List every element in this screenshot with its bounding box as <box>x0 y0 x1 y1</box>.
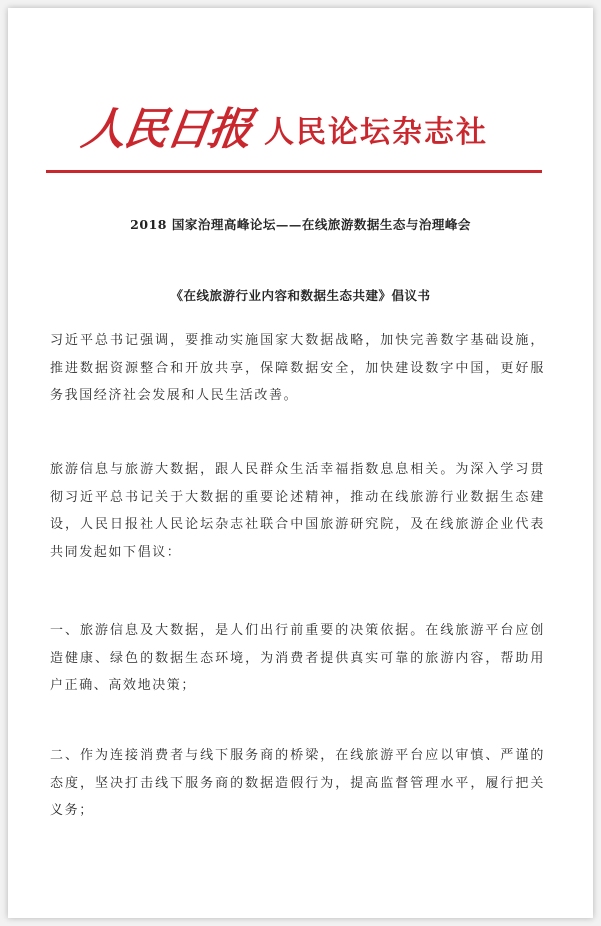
masthead <box>78 88 522 155</box>
document-subtitle: 《在线旅游行业内容和数据生态共建》倡议书 <box>170 288 431 303</box>
paragraph-3: 一、旅游信息及大数据，是人们出行前重要的决策依据。在线旅游平台应创造健康、绿色的数据生态环境，为消费者提供真实可靠的旅游内容，帮助用户正确、高效地决策； <box>50 623 545 693</box>
header-rule <box>46 170 542 173</box>
document-title: 2018 国家治理高峰论坛——在线旅游数据生态与治理峰会 <box>130 217 471 232</box>
newspaper-logo: 人民日报 <box>78 104 254 155</box>
paragraph-1: 习近平总书记强调，要推动实施国家大数据战略，加快完善数字基础设施，推进数据资源整合和开放共享，保障数据安全，加快建设数字中国，更好服务我国经济社会发展和人民生活改善。 <box>50 333 545 403</box>
paragraph-2: 旅游信息与旅游大数据，跟人民群众生活幸福指数息息相关。为深入学习贯彻习近平总书记关于大数据的重要论述精神，推动在线旅游行业数据生态建设，人民日报社人民论坛杂志社联合中国旅游研究院，及在线旅游企业代表共同发起如下倡议： <box>50 462 545 560</box>
paragraph-4: 二、作为连接消费者与线下服务商的桥梁，在线旅游平台应以审慎、严谨的态度，坚决打击线下服务商的数据造假行为，提高监督管理水平，履行把关义务； <box>50 748 545 818</box>
publisher-name: 人民论坛杂志社 <box>264 115 488 150</box>
